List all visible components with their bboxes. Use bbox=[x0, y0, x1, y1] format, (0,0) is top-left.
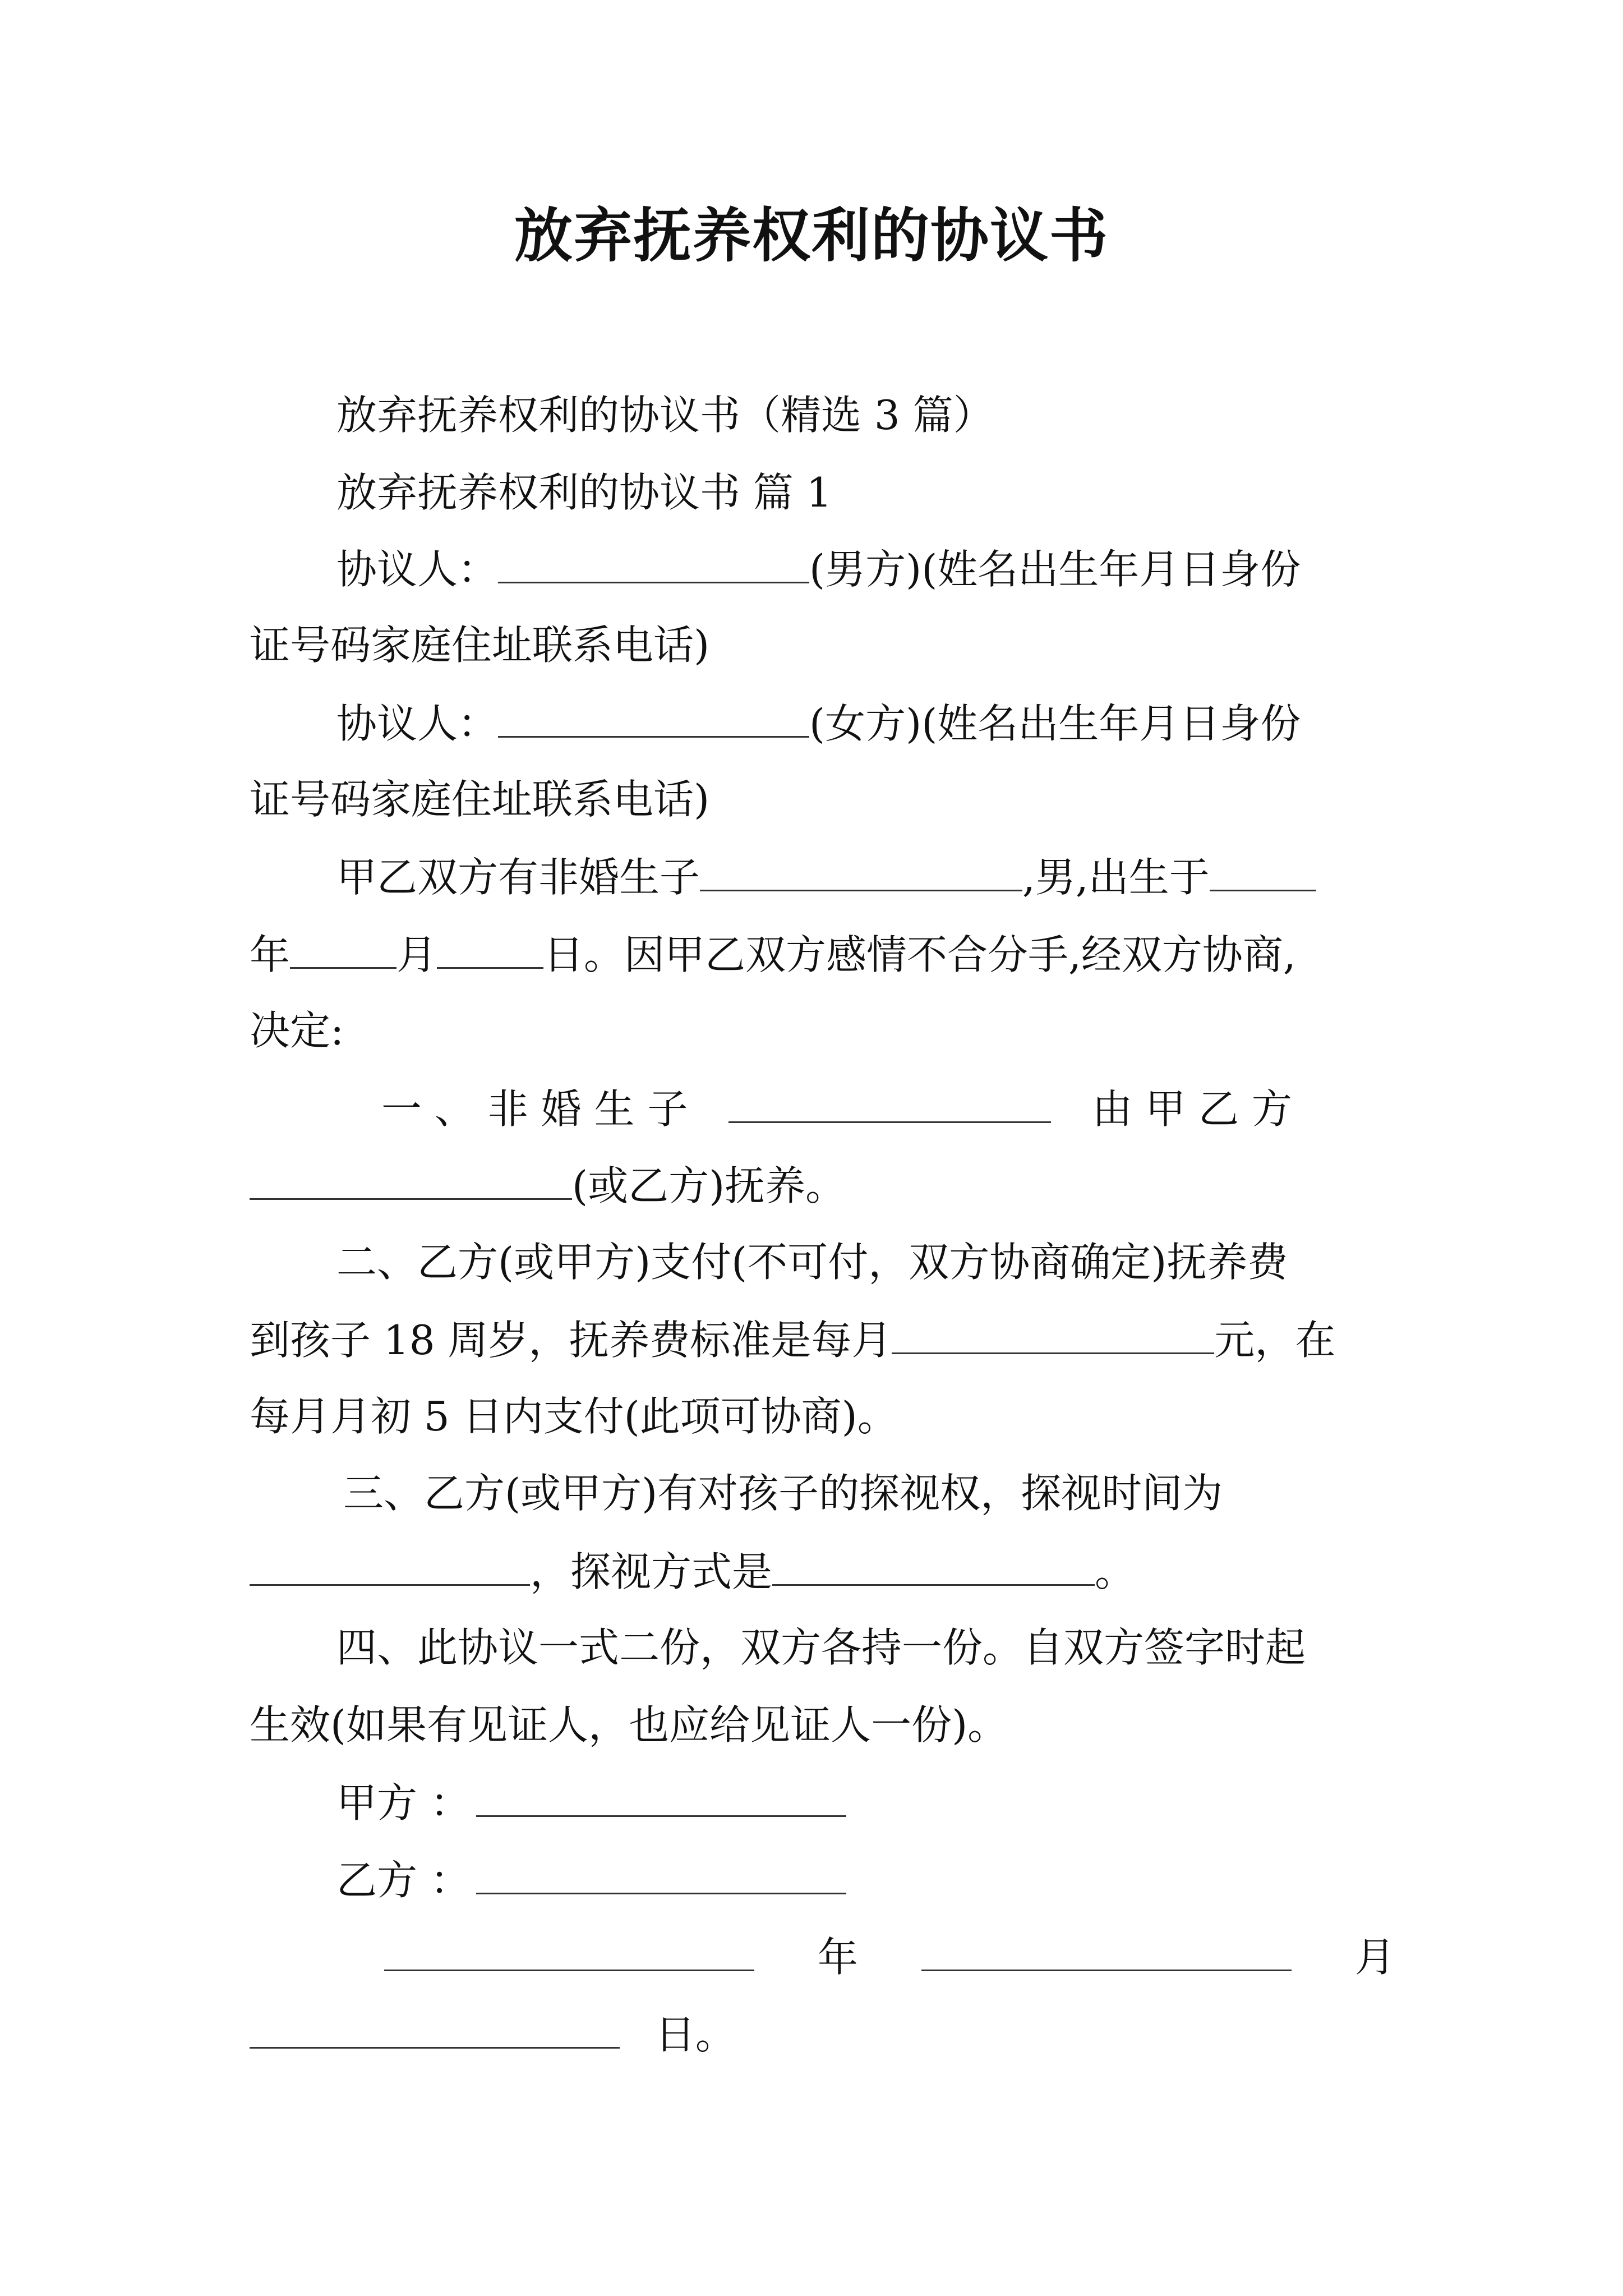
clause1-child-blank bbox=[728, 1080, 1051, 1123]
party1-continuation: 证号码家庭住址联系电话) bbox=[250, 622, 710, 669]
intro-text-c: 日。因甲乙双方感情不合分手,经双方协商, bbox=[543, 931, 1296, 978]
party1-line bbox=[336, 540, 1301, 597]
clause3-line-2 bbox=[250, 1543, 1135, 1600]
clause3-line-1: 三、乙方(或甲方)有对孩子的探视权，探视时间为 bbox=[343, 1470, 1223, 1517]
intro-line-1 bbox=[336, 848, 1316, 905]
clause2-line-3: 每月月初 5 日内支付(此项可协商)。 bbox=[250, 1393, 898, 1440]
sign-party-b bbox=[336, 1851, 846, 1908]
date-line-2 bbox=[250, 2005, 736, 2063]
clause1-line-1 bbox=[381, 1080, 1292, 1137]
date-month-blank bbox=[921, 1928, 1292, 1971]
visit-time-blank bbox=[250, 1543, 530, 1586]
clause1-text-a: 一 、 非 婚 生 子 bbox=[381, 1085, 688, 1133]
year-label: 年 bbox=[250, 931, 291, 978]
clause1-line-2 bbox=[250, 1157, 846, 1214]
child-name-blank bbox=[700, 848, 1022, 891]
clause3-text-b: 。 bbox=[1095, 1548, 1136, 1595]
subtitle: 放弃抚养权利的协议书（精选 3 篇） bbox=[336, 392, 994, 439]
party2-line bbox=[336, 694, 1301, 752]
sign-a-blank bbox=[476, 1774, 846, 1817]
date-line-1 bbox=[384, 1928, 1395, 1985]
clause2-text-b: 元，在 bbox=[1214, 1317, 1336, 1364]
party2-blank bbox=[498, 694, 809, 738]
section-heading: 放弃抚养权利的协议书 篇 1 bbox=[336, 469, 832, 516]
clause2-line-2 bbox=[250, 1311, 1335, 1368]
party2-continuation: 证号码家庭住址联系电话) bbox=[250, 776, 710, 823]
intro-line-2 bbox=[250, 926, 1296, 983]
sign-party-a bbox=[336, 1774, 846, 1831]
clause1-text-b: 由 甲 乙 方 bbox=[1092, 1085, 1292, 1133]
month-label: 月 bbox=[396, 931, 437, 978]
intro-text-a: 甲乙双方有非婚生子 bbox=[336, 854, 700, 901]
party2-label: 协议人： bbox=[336, 700, 499, 747]
date-month-label: 月 bbox=[1354, 1934, 1395, 1981]
intro-text-b: ,男,出生于 bbox=[1022, 854, 1210, 901]
date-year-blank bbox=[384, 1928, 754, 1971]
sign-b-label: 乙方 ： bbox=[336, 1857, 471, 1904]
party1-suffix: (男方)(姓名出生年月日身份 bbox=[809, 546, 1301, 593]
clause4-line-2: 生效(如果有见证人，也应给见证人一份)。 bbox=[250, 1701, 1008, 1749]
party1-blank bbox=[498, 540, 809, 583]
page-title: 放弃抚养权利的协议书 bbox=[514, 201, 1109, 270]
birth-month-blank bbox=[290, 926, 396, 969]
sign-a-label: 甲方 ： bbox=[336, 1779, 471, 1826]
date-day-label: 日。 bbox=[654, 2011, 736, 2058]
visit-method-blank bbox=[772, 1543, 1095, 1586]
clause2-line-1: 二、乙方(或甲方)支付(不可付，双方协商确定)抚养费 bbox=[336, 1239, 1288, 1286]
party1-label: 协议人： bbox=[336, 546, 499, 593]
clause3-text-a: ，探视方式是 bbox=[530, 1548, 773, 1595]
date-day-blank bbox=[250, 2005, 620, 2049]
clause4-line-1: 四、此协议一式二份，双方各持一份。自双方签字时起 bbox=[336, 1624, 1306, 1671]
intro-line-3: 决定: bbox=[250, 1007, 344, 1054]
party2-suffix: (女方)(姓名出生年月日身份 bbox=[809, 700, 1301, 747]
clause1-party-blank bbox=[250, 1157, 572, 1200]
birth-year-blank bbox=[1210, 848, 1316, 891]
clause1-text-c: (或乙方)抚养。 bbox=[572, 1162, 846, 1209]
sign-b-blank bbox=[476, 1851, 846, 1894]
birth-day-blank bbox=[437, 926, 543, 969]
date-year-label: 年 bbox=[817, 1934, 858, 1981]
support-amount-blank bbox=[892, 1311, 1214, 1354]
clause2-text-a: 到孩子 18 周岁，抚养费标准是每月 bbox=[250, 1317, 892, 1364]
